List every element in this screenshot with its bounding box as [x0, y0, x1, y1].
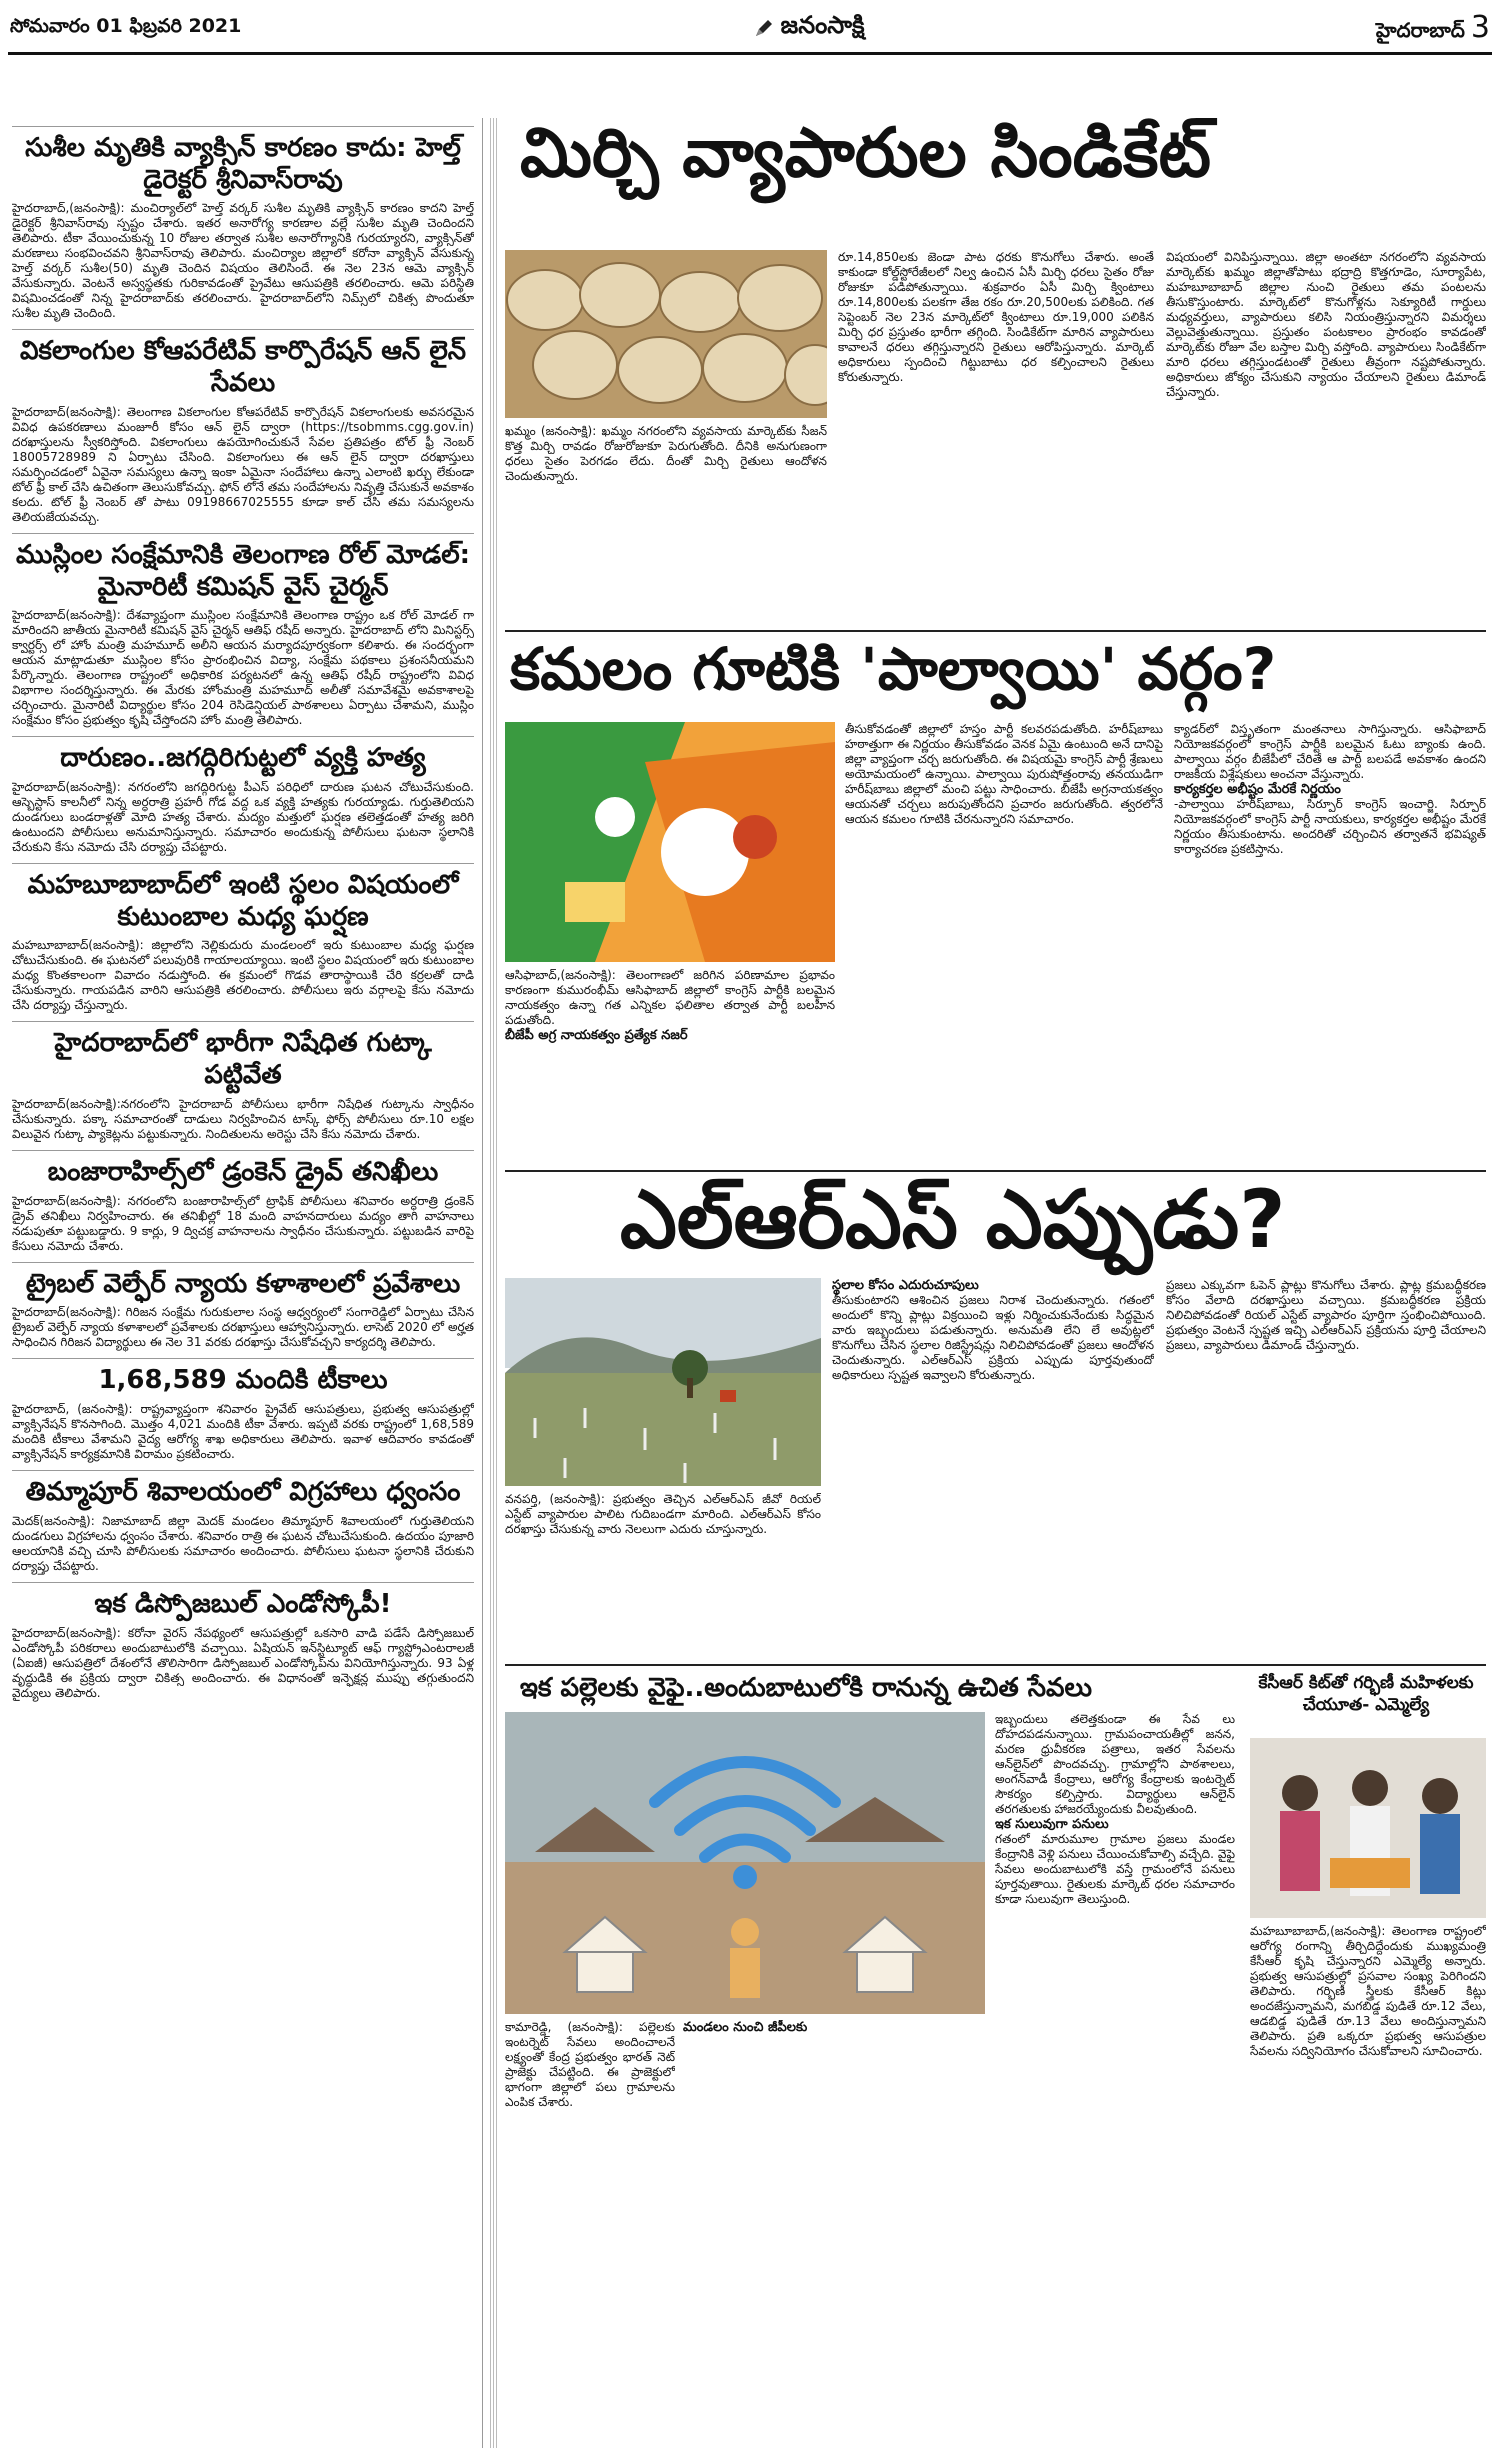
masthead-name: జనంసాక్షి	[780, 11, 865, 39]
edition-label	[1376, 10, 1490, 47]
story1-column-3: విషయంలో వినిపిస్తున్నాయి. జిల్లా అంతటా నగరంలోని వ్యవసాయ మార్కెట్‌కు ఖమ్మం జిల్లాతోపాటు భద్రాద్రి కొత్తగూడెం, సూర్యాపేట, మహబూబాబాద్ జిల్లాల నుంచి రైతులు తమ పంటలను తీసుకొస్తుంటారు. మార్కెట్‌లో కొనుగోళ్లను సెక్యూరిటీ గార్డులు మధ్యవర్తులు, వ్యాపారులు కలిసి నియంత్రిస్తున్నారని విమర్శలు వెల్లువెత్తుతున్నాయి. ప్రస్తుతం పంటకాలం ప్రారంభం కావడంతో మార్కెట్‌కు రోజూ వేల బస్తాల మిర్చి వస్తోంది. వ్యాపారులు సిండికేట్‌గా మారి ధరలు తగ్గిస్తుండటంతో రైతులు తీవ్రంగా నష్టపోతున్నారు. అధికారులు జోక్యం చేసుకుని న్యాయం చేయాలని రైతులు డిమాండ్ చేస్తున్నారు.	[1166, 250, 1486, 399]
brief-body: మహబూబాబాద్(జనంసాక్షి): జిల్లాలోని నెల్లికుదురు మండలంలో ఇరు కుటుంబాల మధ్య ఘర్షణ చోటుచేసుకుంది. ఈ ఘటనలో పలువురికి గాయాలయ్యాయి. ఇంటి స్థలం విషయంలో ఇరు కుటుంబాల మధ్య కొంతకాలంగా వివాదం నడుస్తోంది. ఈ క్రమంలో గొడవ తారాస్థాయికి చేరి కర్రలతో దాడి చేసుకున్నారు. గాయపడిన వారిని ఆసుపత్రికి తరలించారు. పోలీసులు ఇరు వర్గాలపై కేసు నమోదు చేసి దర్యాప్తు చేస్తున్నారు.	[12, 938, 474, 1013]
story2-column-2: తీసుకోవడంతో జిల్లాలో హస్తం పార్టీ కలవరపడుతోంది. హరీష్‌బాబు హఠాత్తుగా ఈ నిర్ణయం తీసుకోవడం వెనక ఏమై ఉంటుంది అనే దానిపై జిల్లా వ్యాప్తంగా చర్చ జరుగుతోంది. ఈ విషయమై కాంగ్రెస్ పార్టీ శ్రేణులు అయోమయంలో ఉన్నాయి. పాల్వాయి పురుషోత్తంరావు తనయుడిగా హరీష్‌బాబు జిల్లాలో మంచి పట్టు సాధించారు. బీజేపీ అగ్రనాయకత్వం ఆయనతో చర్చలు జరుపుతోందని ప్రచారం జరుగుతోంది. త్వరలోనే ఆయన కమలం గూటికి చేరనున్నారని సమాచారం.	[845, 722, 1163, 826]
page-number: 3	[1470, 9, 1490, 45]
header-rule	[8, 52, 1492, 55]
brief-headline: 1,68,589 మందికి టీకాలు	[12, 1358, 474, 1397]
story2-col3-text: క్యాడర్‌లో విస్తృతంగా మంతనాలు సాగిస్తున్నారు. ఆసిఫాబాద్ నియోజకవర్గంలో కాంగ్రెస్ పార్టీకి బలమైన ఓటు బ్యాంకు ఉంది. పాల్వాయి వర్గం బీజేపీలో చేరితే ఆ పార్టీ బలపడే అవకాశం ఉందని రాజకీయ విశ్లేషకులు అంచనా వేస్తున్నారు.	[1174, 722, 1486, 781]
story2-lead	[505, 968, 835, 1158]
brief-body: మెదక్(జనంసాక్షి): నిజామాబాద్ జిల్లా మెదక్ మండలం తిమ్మాపూర్ శివాలయంలో గుర్తుతెలియని దుండగులు విగ్రహాలను ధ్వంసం చేశారు. శనివారం రాత్రి ఈ ఘటన చోటుచేసుకుంది. ఉదయం పూజారి ఆలయానికి వచ్చి చూసి పోలీసులకు సమాచారం అందించారు. పోలీసులు ఘటనా స్థలానికి చేరుకుని దర్యాప్తు చేపట్టారు.	[12, 1513, 474, 1573]
brief-body: హైదరాబాద్,(జనంసాక్షి): మంచిర్యాల్‌లో హెల్త్ వర్కర్ సుశీల మృతికి వ్యాక్సిన్ కారణం కాదని హెల్త్ డైరెక్టర్ శ్రీనివాస్‌రావు స్పష్టం చేశారు. ఇతర అనారోగ్య కారణాల వల్లే సుశీల మృతి చెందిందని తెలిపారు. టీకా వేయించుకున్న 10 రోజుల తర్వాత సుశీల అనారోగ్యానికి గురయ్యారని, వ్యాక్సిన్‌తో మరణాలు సంభవించవని శ్రీనివాస్‌రావు తెలిపారు. మంచిర్యాల జిల్లాలో కరోనా వ్యాక్సిన్ వేసుకున్న హెల్త్ వర్కర్ సుశీల(50) మృతి చెందిన విషయం తెలిసిందే. ఈ నెల 23న ఆమె వ్యాక్సిన్ వేసుకున్నారు. వెంటనే అస్వస్థతకు గురికావడంతో ప్రైవేటు ఆసుపత్రికి తరలించారు. ఆమె పరిస్థితి విషమించడంతో నిన్న హైదరాబాద్‌కు తరలించారు. హైదరాబాద్‌లోని నిమ్స్‌లో చికిత్స పొందుతూ సుశీల మృతి చెందింది.	[12, 201, 474, 321]
brief-7	[12, 1150, 474, 1254]
story4-lead-text: కామారెడ్డి, (జనంసాక్షి): పల్లెలకు ఇంటర్నెట్ సేవలు అందించాలనే లక్ష్యంతో కేంద్ర ప్రభుత్వం భారత్ నెట్ ప్రాజెక్టు చేపట్టింది. ఈ ప్రాజెక్టులో భాగంగా జిల్లాలో పలు గ్రామాలను ఎంపిక చేశారు.	[505, 2020, 675, 2109]
story4-subhead-2: ఇక సులువుగా పనులు	[995, 1817, 1109, 1832]
page-header	[10, 8, 1490, 48]
story2-subhead-2: కార్యకర్తల అభీష్టం మేరకే నిర్ణయం	[1174, 782, 1341, 797]
column-divider	[482, 118, 483, 2448]
story5-photo-mla-event	[1250, 1738, 1486, 1918]
brief-headline: మహబూబాబాద్‌లో ఇంటి స్థలం విషయంలో కుటుంబాల మధ్య ఘర్షణ	[12, 863, 474, 933]
story-divider	[505, 1170, 1486, 1172]
brief-3	[12, 533, 474, 728]
story3-lead-text: వనపర్తి, (జనంసాక్షి): ప్రభుత్వం తెచ్చిన ఎల్ఆర్ఎస్ జీవో రియల్ ఎస్టేట్ వ్యాపారుల పాలిట గుదిబండగా మారింది. ఎల్ఆర్ఎస్ కోసం దరఖాస్తు చేసుకున్న వారు నెలలుగా ఎదురు చూస్తున్నారు.	[505, 1492, 821, 1536]
brief-10	[12, 1470, 474, 1574]
story1-photo-chili-sacks	[505, 250, 827, 418]
story4-headline: ఇక పల్లెలకు వైఫై..అందుబాటులోకి రానున్న ఉచిత సేవలు	[520, 1673, 1092, 1703]
story1-column-2: రూ.14,850లకు జెండా పాట ధరకు కొనుగోలు చేశారు. అంతే కాకుండా కోల్డ్‌స్టోరేజీలలో నిల్వ ఉంచిన ఏసీ మిర్చి ధరలు సైతం రోజు రోజుకూ పడిపోతున్నాయి. శుక్రవారం ఏసీ మిర్చి క్వింటాలు రూ.14,800లకు పలకగా తేజ రకం రూ.20,500లకు పలికింది. గత సెప్టెంబర్ నెల 23న మార్కెట్‌లో క్వింటాలు రూ.19,000 పలికిన మిర్చి ధర ప్రస్తుతం భారీగా తగ్గింది. సిండికేట్‌గా మారిన వ్యాపారులు కావాలనే ధరలు తగ్గిస్తున్నారని రైతులు ఆరోపిస్తున్నారు. మార్కెట్ అధికారులు స్పందించి గిట్టుబాటు ధర కల్పించాలని రైతులు కోరుతున్నారు.	[838, 250, 1154, 384]
brief-headline: వికలాంగుల కోఆపరేటివ్ కార్పొరేషన్ ఆన్ లైన్ సేవలు	[12, 329, 474, 399]
brief-body: హైదరాబాద్(జనంసాక్షి): గిరిజన సంక్షేమ గురుకులాల సంస్థ ఆధ్వర్యంలో సంగారెడ్డిలో ఏర్పాటు చేసిన ట్రైబల్ వెల్ఫేర్ న్యాయ కళాశాలలో ప్రవేశాలకు దరఖాస్తులు ఆహ్వానిస్తున్నారు. లాసెట్ 2020 లో అర్హత సాధించిన గిరిజన విద్యార్థులు ఈ నెల 31 వరకు దరఖాస్తు చేసుకోవచ్చని కార్యదర్శి తెలిపారు.	[12, 1305, 474, 1350]
story4-column-2	[995, 1712, 1235, 2440]
brief-11	[12, 1582, 474, 1701]
brief-headline: హైదరాబాద్‌లో భారీగా నిషేధిత గుట్కా పట్టివేత	[12, 1021, 474, 1091]
brief-5	[12, 863, 474, 1013]
brief-headline: తిమ్మాపూర్ శివాలయంలో విగ్రహాలు ధ్వంసం	[12, 1470, 474, 1509]
story4-column-1b	[683, 2020, 833, 2440]
story4-photo-village-wifi	[505, 1712, 985, 2014]
brief-body: హైదరాబాద్(జనంసాక్షి): నగరంలోని బంజారాహిల్స్‌లో ట్రాఫిక్ పోలీసులు శనివారం అర్ధరాత్రి డ్రంకెన్ డ్రైవ్ తనిఖీలు నిర్వహించారు. ఈ తనిఖీల్లో 18 మంది వాహనదారులు మద్యం తాగి వాహనాలు నడుపుతూ పట్టుబడ్డారు. 9 కార్లు, 9 ద్విచక్ర వాహనాలను స్వాధీనం చేసుకున్నారు. పట్టుబడిన వారిపై కేసులు నమోదు చేశారు.	[12, 1193, 474, 1253]
story-divider	[505, 1664, 1486, 1666]
story2-photo-party-flag	[505, 722, 835, 962]
brief-6	[12, 1021, 474, 1141]
brief-headline: బంజారాహిల్స్‌లో డ్రంకెన్ డ్రైవ్ తనిఖీలు	[12, 1150, 474, 1189]
brief-body: హైదరాబాద్(జనంసాక్షి): నగరంలోని జగద్గిరిగుట్ట పీఎస్ పరిధిలో దారుణ ఘటన చోటుచేసుకుంది. ఆస్బెస్టాస్ కాలనీలో నిన్న అర్ధరాత్రి ప్రహరీ గోడ వద్ద ఒక వ్యక్తి హత్యకు గురయ్యాడు. గుర్తుతెలియని దుండగులు బండరాళ్లతో మోది హత్య చేశారు. మద్యం మత్తులో ఘర్షణ తలెత్తడంతో హత్య జరిగి ఉంటుందని పోలీసులు అనుమానిస్తున్నారు. సమాచారం అందుకున్న పోలీసులు ఘటనా స్థలానికి చేరుకుని కేసు నమోదు చేసి దర్యాప్తు చేపట్టారు.	[12, 780, 474, 855]
brief-1	[12, 126, 474, 321]
story5-body: మహబూబాబాద్,(జనంసాక్షి): తెలంగాణ రాష్ట్రంలో ఆరోగ్య రంగాన్ని తీర్చిదిద్దేందుకు ముఖ్యమంత్రి కేసీఆర్ కృషి చేస్తున్నారని ఎమ్మెల్యే అన్నారు. ప్రభుత్వ ఆసుపత్రుల్లో ప్రసవాల సంఖ్య పెరిగిందని తెలిపారు. గర్భిణీ స్త్రీలకు కేసీఆర్ కిట్లు అందజేస్తున్నామని, మగబిడ్డ పుడితే రూ.12 వేలు, ఆడబిడ్డ పుడితే రూ.13 వేలు అందిస్తున్నామని తెలిపారు. ప్రతి ఒక్కరూ ప్రభుత్వ ఆసుపత్రుల సేవలను సద్వినియోగం చేసుకోవాలని సూచించారు.	[1250, 1924, 1486, 2058]
story1-headline: మిర్చి వ్యాపారుల సిండికేట్	[520, 114, 1211, 193]
brief-headline: దారుణం..జగద్గిరిగుట్టలో వ్యక్తి హత్య	[12, 736, 474, 775]
brief-body: హైదరాబాద్(జనంసాక్షి):నగరంలోని హైదరాబాద్ పోలీసులు భారీగా నిషేధిత గుట్కాను స్వాధీనం చేసుకున్నారు. పక్కా సమాచారంతో దాడులు నిర్వహించిన టాస్క్ ఫోర్స్ పోలీసులు రూ.10 లక్షల విలువైన గుట్కా ప్యాకెట్లను పట్టుకున్నారు. నిందితులను అరెస్టు చేసి కేసు నమోదు చేశారు.	[12, 1096, 474, 1141]
brief-headline: ట్రైబల్ వెల్ఫేర్ న్యాయ కళాశాలలో ప్రవేశాలు	[12, 1262, 474, 1301]
story4-lead	[505, 2020, 675, 2440]
story2-headline: కమలం గూటికి 'పాల్వాయి' వర్గం?	[510, 635, 1277, 703]
story2-column-3	[1174, 722, 1486, 1162]
brief-body: హైదరాబాద్, (జనంసాక్షి): రాష్ట్రవ్యాప్తంగా శనివారం ప్రైవేట్ ఆసుపత్రులు, ప్రభుత్వ ఆసుపత్రుల్లో వ్యాక్సినేషన్ కొనసాగింది. మొత్తం 4,021 మందికి టీకా వేశారు. ఇప్పటి వరకు రాష్ట్రంలో 1,68,589 మందికి టీకాలు వేశామని వైద్య ఆరోగ్య శాఖ అధికారులు తెలిపారు. ఇవాళ ఆదివారం కావడంతో వ్యాక్సినేషన్ కార్యక్రమానికి విరామం ప్రకటించారు.	[12, 1402, 474, 1462]
story3-column-2	[832, 1278, 1154, 1658]
story3-subhead: స్థలాల కోసం ఎదురుచూపులు	[832, 1278, 979, 1293]
pen-icon	[753, 17, 775, 39]
story4-col2b-text: గతంలో మారుమూల గ్రామాల ప్రజలు మండల కేంద్రానికి వెళ్లి పనులు చేయించుకోవాల్సి వచ్చేది. వైఫై సేవలు అందుబాటులోకి వస్తే గ్రామంలోనే పనులు పూర్తవుతాయి. రైతులకు మార్కెట్ ధరల సమాచారం కూడా సులువుగా తెలుస్తుంది.	[995, 1832, 1235, 1906]
edition-city: హైదరాబాద్	[1375, 17, 1465, 42]
brief-body: హైదరాబాద్(జనంసాక్షి): దేశవ్యాప్తంగా ముస్లింల సంక్షేమానికి తెలంగాణ రాష్ట్రం ఒక రోల్ మోడల్ గా మారిందని జాతీయ మైనారిటీ కమిషన్ వైస్ చైర్మన్ ఆతిఫ్ రషీద్ అన్నారు. హైదరాబాద్ లోని మినిస్టర్స్ క్వార్టర్స్ లో హోం మంత్రి మహమూద్ అలీని ఆయన మర్యాదపూర్వకంగా కలిశారు. ఈ సందర్భంగా ఆయన మాట్లాడుతూ ముస్లింల కోసం ప్రారంభించిన విద్యా, సంక్షేమ పథకాలు ప్రశంసనీయమని పేర్కొన్నారు. తెలంగాణ రాష్ట్రంలో అధికారిక పర్యటనలో ఉన్న ఆతిఫ్ రషీద్ రాష్ట్రంలోని వివిధ విభాగాల సందర్శిస్తున్నారు. ఈ మేరకు హోంమంత్రి మహమూద్ అలీతో సమావేశమై అవకాశాలపై చర్చించారు. మైనారిటీ విద్యార్థుల కోసం 204 రెసిడెన్షియల్ పాఠశాలలు ఏర్పాటు చేశామని, ముస్లిం సంక్షేమం కోసం ప్రభుత్వం కృషి చేస్తోందని హోం మంత్రి తెలిపారు.	[12, 608, 474, 728]
story-divider	[505, 630, 1486, 632]
story2-col3b-text: -పాల్వాయి హరీష్‌బాబు, సిర్పూర్ కాంగ్రెస్ ఇంచార్జి. సిర్పూర్ నియోజకవర్గంలో కాంగ్రెస్ పార్టీ నాయకులు, కార్యకర్తల అభీష్టం మేరకే నిర్ణయం తీసుకుంటాను. అందరితో చర్చించిన తర్వాతనే భవిష్యత్ కార్యాచరణ ప్రకటిస్తాను.	[1174, 797, 1486, 856]
brief-headline: ముస్లింల సంక్షేమానికి తెలంగాణ రోల్ మోడల్: మైనారిటీ కమిషన్ వైస్ చైర్మన్	[12, 533, 474, 603]
brief-9	[12, 1358, 474, 1462]
story4-col2-text: ఇబ్బందులు తలెత్తకుండా ఈ సేవ లు దోహదపడనున్నాయి. గ్రామపంచాయతీల్లో జనన, మరణ ధ్రువీకరణ పత్రాలు, ఇతర సేవలను ఆన్‌లైన్‌లో పొందవచ్చు. గ్రామాల్లోని పాఠశాలలు, అంగన్‌వాడీ కేంద్రాలు, ఆరోగ్య కేంద్రాలకు ఇంటర్నెట్ సౌకర్యం కల్పిస్తారు. విద్యార్థులు ఆన్‌లైన్ తరగతులకు హాజరయ్యేందుకు వీలవుతుంది.	[995, 1712, 1235, 1816]
brief-2	[12, 329, 474, 524]
brief-4	[12, 736, 474, 855]
left-news-column	[12, 118, 474, 2448]
brief-headline: ఇక డిస్పోజబుల్ ఎండోస్కోపీ!	[12, 1582, 474, 1621]
story2-lead-text: ఆసిఫాబాద్,(జనంసాక్షి): తెలంగాణలో జరిగిన పరిణామాల ప్రభావం కారణంగా కుమురంభీమ్ ఆసిఫాబాద్ జిల్లాలో కాంగ్రెస్ పార్టీకి బలమైన నాయకత్వం ఉన్నా గత ఎన్నికల ఫలితాల తర్వాత పార్టీ బలహీన పడుతోంది.	[505, 968, 835, 1027]
story3-lead	[505, 1492, 821, 1660]
brief-body: హైదరాబాద్(జనంసాక్షి): తెలంగాణ వికలాంగుల కోఆపరేటివ్ కార్పొరేషన్ వికలాంగులకు అవసరమైన వివిధ ఉపకరణాలు మంజూరీ కోసం ఆన్ లైన్ ద్వారా (https://tsobmms.cgg.gov.in) దరఖాస్తులను స్వీకరిస్తోంది. వికలాంగులు ఉపయోగించుకునే సేవల ప్రతిపత్రం టోల్ ఫ్రీ నెంబర్ 18005728989 ని ఏర్పాటు చేసింది. వికలాంగులు ఈ ఆన్ లైన్ ద్వారా దరఖాస్తులు సమర్పించడంలో ఏవైనా సమస్యలు ఉన్నా ఇంకా ఏమైనా సందేహాలు ఉన్నా ఎలాంటి ఖర్చు లేకుండా టోల్ ఫ్రీ కాల్ చేసి ఉచితంగా తెలుసుకోవచ్చు. ఫోన్ లోనే తమ సందేహాలను నివృత్తి చేసుకునే అవకాశం కలదు. టోల్ ఫ్రీ నెంబర్ తో పాటు 09198667025555 కూడా కాల్ చేసి తమ సమస్యలను తెలియజేయవచ్చు.	[12, 404, 474, 524]
brief-8	[12, 1262, 474, 1351]
story5-headline: కేసీఆర్ కిట్‌తో గర్భిణీ మహిళలకు చేయూత- ఎమ్మెల్యే	[1258, 1673, 1474, 1716]
story3-column-3: ప్రజలు ఎక్కువగా ఓపెన్ ప్లాట్లు కొనుగోలు చేశారు. ప్లాట్ల క్రమబద్ధీకరణ కోసం వేలాది దరఖాస్తులు వచ్చాయి. క్రమబద్ధీకరణ ప్రక్రియ నిలిచిపోవడంతో రియల్ ఎస్టేట్ వ్యాపారం పూర్తిగా స్తంభించిపోయింది. ప్రభుత్వం వెంటనే స్పష్టత ఇచ్చి ఎల్ఆర్ఎస్ ప్రక్రియను పూర్తి చేయాలని ప్రజలు, వ్యాపారులు డిమాండ్ చేస్తున్నారు.	[1166, 1278, 1486, 1352]
story3-photo-open-plots	[505, 1278, 821, 1486]
brief-headline: సుశీల మృతికి వ్యాక్సిన్ కారణం కాదు: హెల్త్ డైరెక్టర్ శ్రీనివాస్‌రావు	[12, 126, 474, 196]
story4-subhead: మండలం నుంచి జీపీలకు	[683, 2020, 808, 2035]
brief-body: హైదరాబాద్(జనంసాక్షి): కరోనా వైరస్ నేపథ్యంలో ఆసుపత్రుల్లో ఒకసారి వాడి పడేసే డిస్పోజబుల్ ఎండోస్కోపీ పరికరాలు అందుబాటులోకి వచ్చాయి. ఏషియన్ ఇన్‌స్టిట్యూట్ ఆఫ్ గ్యాస్ట్రోఎంటరాలజీ (ఏఐజీ) ఆసుపత్రిలో దేశంలోనే తొలిసారిగా డిస్పోజబుల్ ఎండోస్కోప్‌ను వినియోగిస్తున్నారు. 93 ఏళ్ల వృద్ధుడికి ఈ ప్రక్రియ ద్వారా చికిత్స అందించారు. ఈ విధానంతో ఇన్ఫెక్షన్ల ముప్పు తగ్గుతుందని వైద్యులు తెలిపారు.	[12, 1625, 474, 1700]
story2-subhead: బీజేపీ అగ్ర నాయకత్వం ప్రత్యేక నజర్	[505, 1028, 688, 1043]
story3-headline: ఎల్ఆర్ఎస్ ఎప్పుడు?	[620, 1173, 1286, 1266]
decorative-border	[490, 118, 498, 2448]
story3-col2-text: తీసుకుంటారని ఆశించిన ప్రజలు నిరాశ చెందుతున్నారు. గతంలో అందులో కొన్ని ప్లాట్లు విక్రయించి ఇళ్లు నిర్మించుకునేందుకు సిద్ధమైన వారు ఇబ్బందులు పడుతున్నారు. అనుమతి లేని లే అవుట్లలో కొనుగోలు చేసిన స్థలాల రిజిస్ట్రేషన్లు నిలిచిపోవడంతో ప్రజలు ఆందోళన చెందుతున్నారు. ఎల్ఆర్ఎస్ ప్రక్రియ ఎప్పుడు పూర్తవుతుందో అధికారులు స్పష్టత ఇవ్వాలని కోరుతున్నారు.	[832, 1293, 1154, 1382]
masthead-logo	[753, 11, 865, 45]
story1-lead: ఖమ్మం (జనంసాక్షి): ఖమ్మం నగరంలోని వ్యవసాయ మార్కెట్‌కు సీజన్ కొత్త మిర్చి రావడం రోజురోజుకూ పెరుగుతోంది. దీనికి అనుగుణంగా ధరలు సైతం పెరగడం లేదు. దీంతో మిర్చి రైతులు ఆందోళన చెందుతున్నారు.	[505, 424, 827, 483]
issue-date: సోమవారం 01 ఫిబ్రవరి 2021	[10, 14, 242, 37]
